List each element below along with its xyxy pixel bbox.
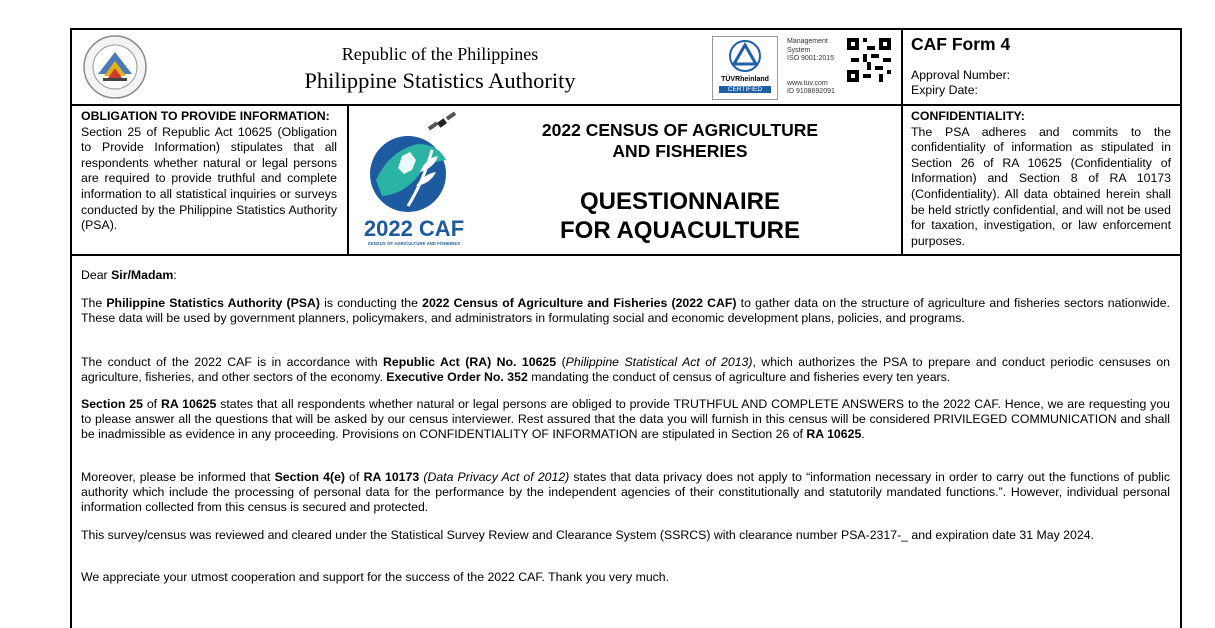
p2-ra: Republic Act (RA) No. 10625	[383, 355, 557, 369]
psa-seal-logo	[82, 34, 148, 100]
p4-section: Section 4(e)	[274, 470, 346, 484]
cert-id: ID 9108692091	[787, 88, 835, 95]
p4-text-g: states that data privacy does not apply to “information necessary in order to carry out the functions of public authority which include the processing of personal data for the performance by the independent agencies of their constitutionally and statutorily mandated functions.”. However, individual personal information collected from this census is secured and protected.	[81, 470, 1171, 514]
p2-text-a: The conduct of the 2022 CAF is in accordance with	[81, 355, 384, 369]
p4-text-c: of	[345, 470, 364, 484]
p4-text-a: Moreover, please be informed that	[81, 470, 275, 484]
p1-text-a: The	[81, 296, 107, 310]
cert-line1: Management	[787, 38, 828, 45]
p3-section: Section 25	[81, 397, 143, 411]
p1-caf: 2022 Census of Agriculture and Fisheries (2022 CAF)	[422, 296, 737, 310]
left-column-divider	[347, 104, 349, 256]
tuv-brand: TÜVRheinland	[721, 76, 769, 83]
right-column-divider	[901, 28, 903, 256]
p1-psa: Philippine Statistics Authority (PSA)	[106, 296, 320, 310]
obligation-text: Section 25 of Republic Act 10625 (Obligation to Provide Information) stipulates that all respondents whether natural or legal persons are required to provide truthful and complete information to all statistical inquiries or surveys conducted by the Philippine Statistics Authority (PSA).	[81, 124, 337, 233]
country-name: Republic of the Philippines	[341, 44, 539, 64]
p2-eo: Executive Order No. 352	[386, 369, 528, 384]
cert-line3: ISO 9001:2015	[787, 55, 835, 62]
tuv-certified: CERTIFIED	[719, 86, 771, 93]
confidentiality-text: The PSA adheres and commits to the confidentiality of information as stipulated in Section 26 of RA 10625 (Confidentiality of Information) and Section 8 of RA 10173 (Confidentiality). All data obtained herein shall be held strictly confidential, and will not be used for taxation, investigation, or law enforcement purposes.	[911, 124, 1171, 248]
expiry-date-label: Expiry Date:	[911, 83, 978, 97]
p3-ra: RA 10625	[160, 397, 217, 411]
p3-period: .	[861, 426, 865, 441]
p2-text-c: (	[556, 355, 566, 369]
p4-act: (Data Privacy Act of 2012)	[423, 470, 570, 484]
p2-text-e: , which authorizes the PSA to prepare and conduct periodic censuses on agriculture, fisheries, and other sectors of the economy.	[81, 355, 1171, 384]
p2-text-g: mandating the conduct of census of agriculture and fisheries every ten years.	[527, 369, 951, 384]
agency-name: Philippine Statistics Authority	[304, 68, 576, 93]
paragraph-obligation	[81, 397, 1170, 441]
cert-details	[787, 38, 847, 97]
intro-divider	[70, 254, 1182, 256]
p3-text-b: of	[142, 397, 161, 411]
approval-number-label: Approval Number:	[911, 68, 1011, 82]
greeting-colon: :	[173, 268, 177, 282]
paragraph-legal-basis	[81, 355, 1170, 385]
caf-logo-subtitle: CENSUS OF AGRICULTURE AND FISHERIES	[367, 241, 461, 246]
cert-url: www.tuv.com	[787, 79, 828, 87]
header-divider	[70, 104, 1182, 106]
form-title: CAF Form 4	[911, 34, 1011, 54]
caf-logo-title: 2022 CAF	[363, 216, 465, 241]
obligation-heading: OBLIGATION TO PROVIDE INFORMATION:	[81, 109, 330, 123]
qr-code-icon	[847, 38, 891, 82]
paragraph-purpose	[81, 296, 1170, 326]
p3-ra-end: RA 10625	[806, 426, 862, 441]
tuv-certification-badge	[712, 36, 778, 100]
census-title-line1: 2022 CENSUS OF AGRICULTURE	[541, 120, 819, 140]
obligation-section	[81, 109, 337, 234]
greeting-name: Sir/Madam	[111, 268, 174, 282]
tuv-triangle-icon	[727, 40, 763, 77]
confidentiality-section	[911, 109, 1171, 249]
p3-text-d: states that all respondents whether natural or legal persons are obliged to provide TRUTHFUL AND COMPLETE ANSWERS to the 2022 CAF. Hence, we are requesting you to please answer all the questions that will be asked by our census interviewer. Rest assured that the data you will furnish in this census will be considered PRIVILEGED COMMUNICATION and shall be inadmissible as evidence in any proceeding. Provisions on CONFIDENTIALITY OF INFORMATION are stipulated in Section 26 of	[81, 397, 1170, 441]
questionnaire-title	[480, 187, 880, 245]
paragraph-closing: We appreciate your utmost cooperation and support for the success of the 2022 CAF. Thank you very much.	[81, 570, 670, 584]
p4-ra: RA 10173	[363, 470, 420, 484]
questionnaire-line1: QUESTIONNAIRE	[579, 188, 780, 215]
cert-line2: System	[787, 46, 811, 54]
census-title-line2: AND FISHERIES	[612, 141, 748, 161]
questionnaire-line2: FOR AQUACULTURE	[560, 217, 800, 244]
paragraph-clearance: This survey/census was reviewed and cleared under the Statistical Survey Review and Clearance System (SSRCS) with clearance number PSA-2317-_ and expiration date 31 May 2024.	[81, 528, 1094, 542]
p1-text-c: is conducting the	[319, 296, 423, 310]
globe-satellite-icon	[358, 110, 470, 220]
p2-act: Philippine Statistical Act of 2013)	[565, 355, 753, 369]
census-title	[480, 120, 880, 162]
caf-logo	[358, 110, 470, 250]
confidentiality-heading: CONFIDENTIALITY:	[911, 109, 1025, 123]
greeting	[81, 268, 177, 282]
paragraph-privacy	[81, 470, 1170, 514]
p1-text-e: to gather data on the structure of agriculture and fisheries sectors nationwide. These data will be used by government planners, policymakers, and administrators in formulating social and economic development plans, policies, and programs.	[81, 296, 1171, 325]
greeting-prefix: Dear	[81, 268, 112, 282]
